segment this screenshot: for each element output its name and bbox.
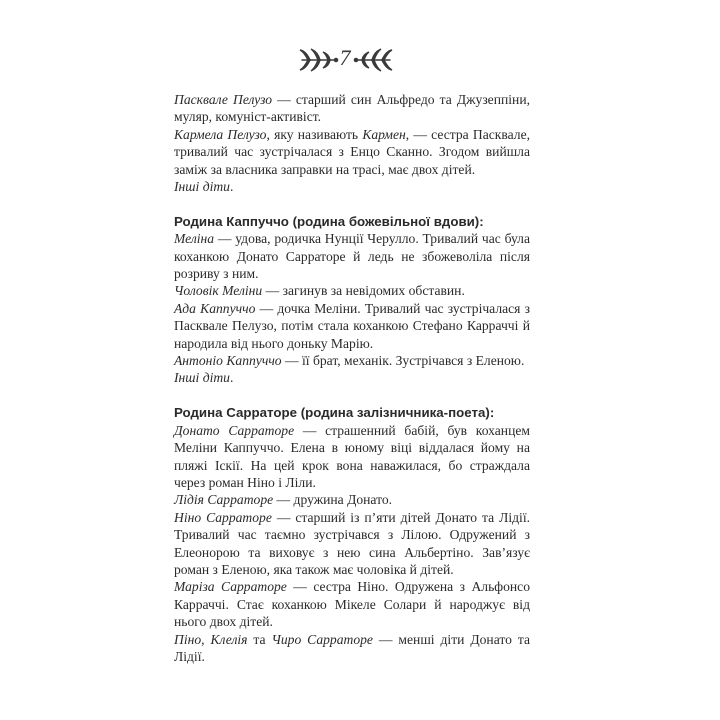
entry-melina	[174, 230, 530, 282]
character-name: Інші діти	[174, 370, 230, 386]
character-description: — старший із п’яти дітей Донато та Лідії. Тривалий час таємно зустрічався з Лілою. Одружений з Елеонорою та виховує з нею сина Альбертіно. Зав’язує роман з Еленою, яка також має чоловіка й дітей.	[174, 509, 530, 577]
character-description: — її брат, механік. Зустрічався з Еленою.	[281, 353, 525, 369]
entry-antonio	[174, 352, 530, 369]
character-name: Піно	[174, 631, 202, 647]
page-number: 7	[339, 45, 351, 70]
character-name: Ада Каппуччо	[174, 300, 256, 316]
character-description: — страшенний бабій, був коханцем Меліни Каппуччо. Елена в юному віці віддалася йому на пляжі Іскії. На цей крок вона наважилася, бо страждала через роман Ніно і Ліли.	[174, 422, 530, 490]
character-list	[174, 91, 530, 665]
family-heading-sarratore: Родина Сарраторе (родина залізничника-поета):	[174, 405, 495, 421]
character-name: Інші діти	[174, 179, 230, 195]
entry-nino	[174, 509, 530, 579]
section-spacer	[174, 387, 530, 404]
character-name: Кармела Пелузо	[174, 126, 267, 142]
section-spacer	[174, 195, 530, 212]
character-description: — старший син Альфредо та Джузеппіни, муляр, комуніст-активіст.	[174, 92, 530, 125]
character-name: Чоловік Меліни	[174, 283, 263, 299]
character-name: Лідія Сарраторе	[174, 492, 274, 508]
entry-donato	[174, 422, 530, 492]
leaf-sprig-left-icon	[298, 44, 340, 74]
character-name: Антоніо Каппуччо	[174, 353, 282, 369]
character-alias: Кармен	[362, 126, 406, 142]
entry-lidia	[174, 491, 530, 508]
entry-mariza	[174, 578, 530, 630]
entry-other-children: Інші діти.	[174, 179, 234, 195]
character-description: — удова, родичка Нунції Черулло. Тривалий час була коханкою Донато Сарраторе й ледь не збожеволіла після розриву з ним.	[174, 231, 530, 282]
character-name: Ніно Сарраторе	[174, 509, 272, 525]
character-name: Чиро Сарраторе	[271, 631, 373, 647]
entry-carmela: Кармела Пелузо, яку називають Кармен, — сестра Пасквале, тривалий час зустрічалася з Енцо Сканно. Згодом вийшла заміж за власника заправки на трасі, має двох дітей.	[174, 126, 531, 177]
entry-other-children: Інші діти.	[174, 370, 234, 386]
character-name: Клелія	[210, 631, 248, 647]
character-name: Меліна	[174, 231, 215, 247]
character-description: — загинув за невідомих обставин.	[262, 283, 465, 299]
character-name: Пасквале Пелузо	[174, 92, 273, 107]
entry-melina-husband	[174, 282, 530, 299]
character-description: — сестра Ніно. Одружена з Альфонсо Карраччі. Стає коханкою Мікеле Солари й народжує від нього двох дітей.	[174, 579, 530, 630]
character-description: , — сестра Пасквале, тривалий час зустрічалася з Енцо Сканно. Згодом вийшла заміж за власника заправки на трасі, має двох дітей.	[174, 126, 531, 177]
character-name: Донато Сарраторе	[174, 422, 295, 438]
character-name: Маріза Сарраторе	[174, 579, 287, 595]
entry-ada	[174, 300, 530, 352]
character-description: — дружина Донато.	[273, 492, 393, 508]
entry-younger-children: Піно, Клелія та Чиро Сарраторе — менші діти Донато та Лідії.	[174, 631, 530, 664]
character-description: — дочка Меліни. Тривалий час зустрічалася з Пасквале Пелузо, потім стала коханкою Стефано Карраччі й народила від нього доньку Марію.	[174, 300, 531, 351]
leaf-sprig-right-icon	[352, 44, 394, 74]
entry-pasquale	[174, 91, 530, 126]
page-header	[0, 44, 720, 76]
family-heading-cappuccio: Родина Каппуччо (родина божевільної вдови):	[174, 213, 484, 229]
character-description: — менші діти Донато та Лідії.	[174, 631, 530, 664]
